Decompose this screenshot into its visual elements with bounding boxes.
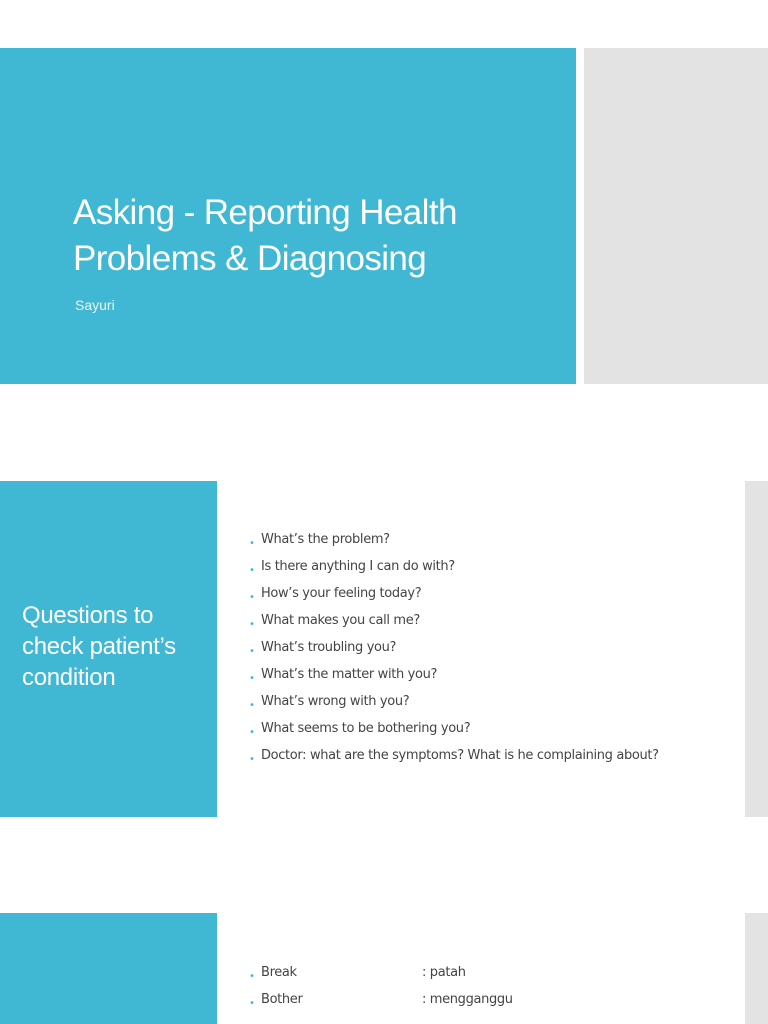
bullet-icon: • — [249, 971, 255, 982]
title-slide-side-panel — [584, 48, 768, 384]
list-item-text: What’s wrong with you? — [261, 694, 410, 709]
list-item-text: Is there anything I can do with? — [261, 559, 455, 574]
list-item-text: What’s the problem? — [261, 532, 390, 547]
list-item — [249, 747, 659, 774]
bullet-icon: • — [249, 700, 255, 711]
slide-title — [73, 190, 553, 282]
list-item-text: What’s troubling you? — [261, 640, 397, 655]
bullet-icon: • — [249, 538, 255, 549]
questions-heading-line-3: condition — [22, 664, 116, 691]
vocabulary-list — [249, 964, 513, 1018]
questions-heading — [22, 600, 214, 693]
bullet-icon: • — [249, 619, 255, 630]
questions-heading-line-2: check patient’s — [22, 633, 176, 660]
vocabulary-term: Break — [261, 965, 297, 980]
vocabulary-meaning: : patah — [422, 965, 466, 980]
list-item — [249, 720, 659, 747]
questions-heading-line-1: Questions to — [22, 602, 154, 629]
vocabulary-term: Bother — [261, 992, 303, 1007]
bullet-icon: • — [249, 673, 255, 684]
bullet-icon: • — [249, 727, 255, 738]
vocabulary-slide-side-panel — [745, 913, 768, 1024]
vocabulary-meaning: : mengganggu — [422, 992, 513, 1007]
vocabulary-slide-panel — [0, 913, 217, 1024]
list-item — [249, 639, 659, 666]
bullet-icon: • — [249, 998, 255, 1009]
questions-list — [249, 531, 659, 774]
list-item — [249, 693, 659, 720]
list-item — [249, 666, 659, 693]
list-item-text: Doctor: what are the symptoms? What is he complaining about? — [261, 748, 659, 763]
list-item — [249, 964, 513, 991]
list-item-text: What makes you call me? — [261, 613, 420, 628]
list-item — [249, 991, 513, 1018]
bullet-icon: • — [249, 565, 255, 576]
list-item-text: How’s your feeling today? — [261, 586, 422, 601]
list-item-text: What seems to be bothering you? — [261, 721, 471, 736]
slide-title-line-1: Asking - Reporting Health — [73, 193, 457, 232]
questions-slide-side-panel — [745, 481, 768, 817]
list-item — [249, 531, 659, 558]
slide-author: Sayuri — [75, 297, 115, 313]
list-item — [249, 558, 659, 585]
list-item — [249, 585, 659, 612]
slide-title-line-2: Problems & Diagnosing — [73, 239, 427, 278]
bullet-icon: • — [249, 754, 255, 765]
list-item-text: What’s the matter with you? — [261, 667, 438, 682]
list-item — [249, 612, 659, 639]
bullet-icon: • — [249, 592, 255, 603]
bullet-icon: • — [249, 646, 255, 657]
